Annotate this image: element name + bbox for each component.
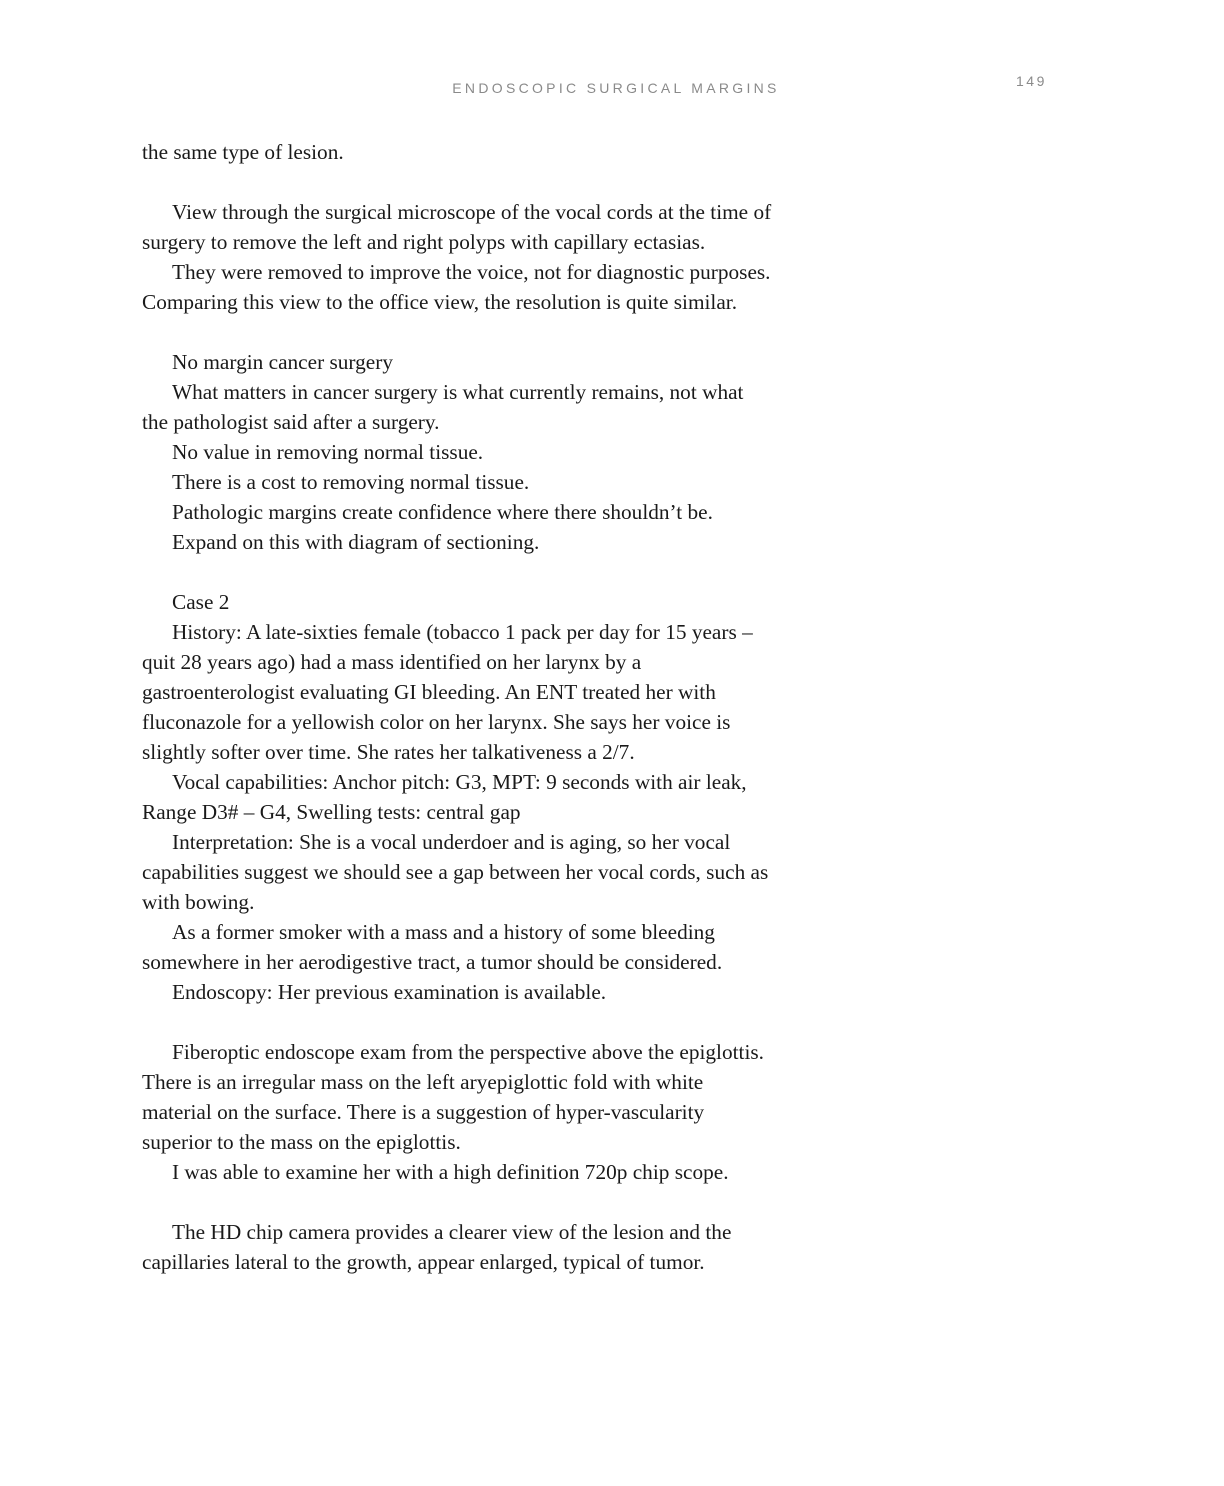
section-heading-no-margin: No margin cancer surgery	[172, 350, 393, 374]
running-head: ENDOSCOPIC SURGICAL MARGINS	[452, 80, 780, 96]
paragraph-endoscopy: Endoscopy: Her previous examination is available.	[172, 980, 607, 1004]
paragraph-continuation: the same type of lesion.	[142, 140, 344, 164]
paragraph-fiberoptic-exam: Fiberoptic endoscope exam from the perspective above the epiglottis. There is an irregular mass on the left aryepiglottic fold with white material on the surface. There is a suggestion of hyper-vascularity superior to the mass on the epiglottis.	[142, 1040, 764, 1154]
paragraph-hd-scope: I was able to examine her with a high definition 720p chip scope.	[172, 1160, 729, 1184]
paragraph-what-matters: What matters in cancer surgery is what currently remains, not what the pathologist said after a surgery.	[142, 380, 744, 434]
paragraph-no-value: No value in removing normal tissue.	[172, 440, 484, 464]
paragraph-microscope-view: View through the surgical microscope of the vocal cords at the time of surgery to remove the left and right polyps with capillary ectasias.	[142, 200, 772, 254]
paragraph-interpretation: Interpretation: She is a vocal underdoer and is aging, so her vocal capabilities suggest we should see a gap between her vocal cords, such as with bowing.	[142, 830, 769, 914]
paragraph-polyps-removed: They were removed to improve the voice, not for diagnostic purposes. Comparing this view to the office view, the resolution is quite similar.	[142, 260, 771, 314]
body-text	[142, 137, 772, 1277]
paragraph-expand-diagram: Expand on this with diagram of sectioning.	[172, 530, 540, 554]
paragraph-vocal-capabilities: Vocal capabilities: Anchor pitch: G3, MPT: 9 seconds with air leak, Range D3# – G4, Swelling tests: central gap	[142, 770, 747, 824]
paragraph-former-smoker: As a former smoker with a mass and a history of some bleeding somewhere in her aerodigestive tract, a tumor should be considered.	[142, 920, 723, 974]
page-number: 149	[1016, 73, 1047, 89]
paragraph-pathologic-margins: Pathologic margins create confidence where there shouldn’t be.	[172, 500, 713, 524]
paragraph-hd-camera: The HD chip camera provides a clearer view of the lesion and the capillaries lateral to the growth, appear enlarged, typical of tumor.	[142, 1220, 732, 1274]
paragraph-history: History: A late-sixties female (tobacco 1 pack per day for 15 years – quit 28 years ago) had a mass identified on her larynx by a gastroenterologist evaluating GI bleeding. An ENT treated her with fluconazole for a yellowish color on her larynx. She says her voice is slightly softer over time. She rates her talkativeness a 2/7.	[142, 620, 753, 764]
section-heading-case-2: Case 2	[172, 590, 230, 614]
paragraph-cost: There is a cost to removing normal tissue.	[172, 470, 530, 494]
